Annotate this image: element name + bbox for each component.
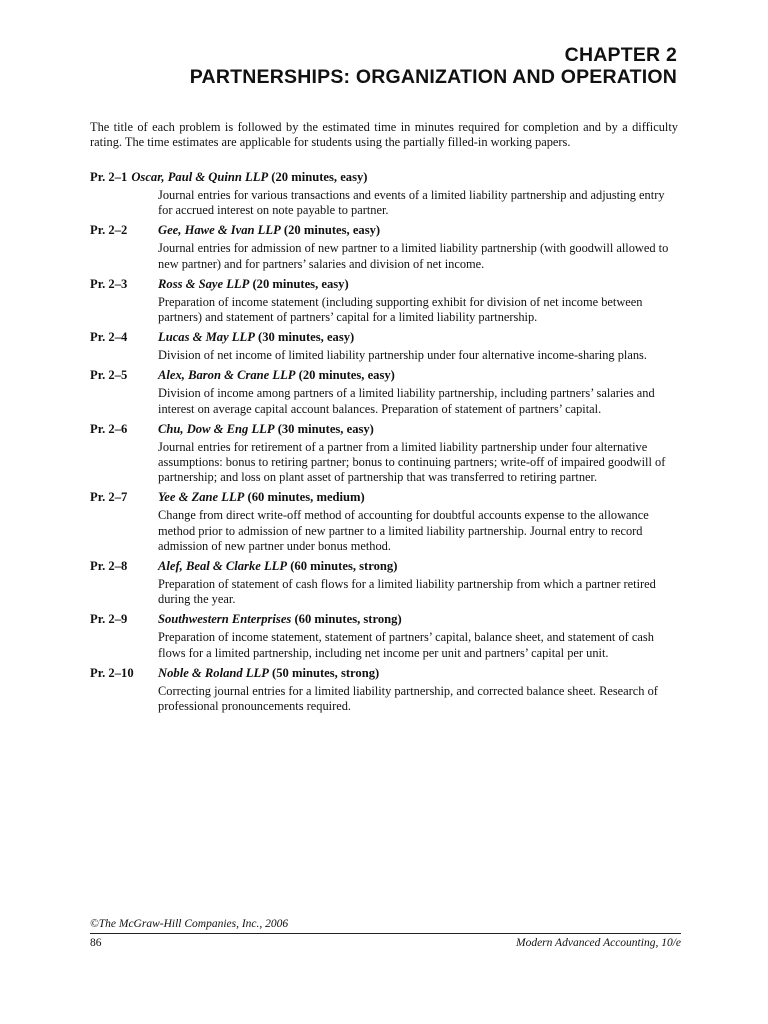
problem-number: Pr. 2–5 — [90, 368, 128, 383]
problem-list — [90, 169, 680, 718]
problem-number: Pr. 2–2 — [90, 223, 128, 238]
problem-item — [90, 169, 680, 218]
problem-meta: (20 minutes, easy) — [252, 276, 349, 291]
problem-item — [90, 222, 680, 271]
problem-description: Correcting journal entries for a limited liability partnership, and corrected balance sheet. Research of professional pronouncements required. — [158, 683, 658, 714]
problem-description: Preparation of statement of cash flows for a limited liability partnership from which a partner retired during the year. — [158, 577, 656, 607]
chapter-header — [190, 44, 677, 88]
problem-description: Preparation of income statement, statement of partners’ capital, balance sheet, and statement of cash flows for a limited partnership, including net income per unit and partners’ capital per unit. — [158, 630, 654, 660]
problem-number: Pr. 2–1 — [90, 170, 128, 184]
chapter-number: CHAPTER 2 — [564, 44, 677, 66]
problem-number: Pr. 2–10 — [90, 665, 134, 680]
problem-meta: (60 minutes, medium) — [247, 490, 365, 505]
problem-item — [90, 489, 680, 554]
problem-name: Chu, Dow & Eng LLP — [158, 421, 275, 436]
problem-name: Yee & Zane LLP — [158, 490, 245, 505]
book-title: Modern Advanced Accounting, 10/e — [515, 937, 681, 949]
intro-paragraph: The title of each problem is followed by the estimated time in minutes required for completion and by a difficulty rating. The time estimates are applicable for students using the partially filled-in working papers. — [90, 120, 678, 149]
problem-description: Journal entries for various transactions and events of a limited liability partnership and adjusting entry for accrued interest on note payable to partner. — [158, 188, 665, 218]
problem-meta: (30 minutes, easy) — [258, 330, 355, 345]
problem-description: Change from direct write-off method of accounting for doubtful accounts expense to the allowance method prior to admission of new partner to a limited liability partnership. Journal entry to record admission of new partner under bonus method. — [158, 508, 649, 553]
problem-name: Lucas & May LLP — [158, 330, 255, 345]
problem-item — [90, 665, 680, 714]
problem-item — [90, 611, 680, 660]
problem-name: Oscar, Paul & Quinn LLP — [131, 170, 269, 184]
problem-description: Division of income among partners of a limited liability partnership, including partners’ salaries and interest on average capital account balances. Preparation of statement of partners’ capital. — [158, 386, 655, 416]
problem-name: Alex, Baron & Crane LLP — [158, 368, 296, 383]
problem-meta: (60 minutes, strong) — [290, 559, 398, 574]
problem-description: Journal entries for retirement of a partner from a limited liability partnership under four alternative assumptions: bonus to retiring partner; bonus to continuing partners; write-off of impaired goodwill of partnership; and loss on plant asset of partnership that was transferred to retiring partner. — [158, 439, 666, 485]
problem-meta: (50 minutes, strong) — [272, 665, 380, 680]
problem-description: Preparation of income statement (including supporting exhibit for division of net income between partners) and statement of partners’ capital for a limited liability partnership. — [158, 294, 643, 325]
problem-name: Gee, Hawe & Ivan LLP — [158, 223, 281, 238]
copyright-notice: ©The McGraw-Hill Companies, Inc., 2006 — [90, 918, 289, 930]
problem-meta: (20 minutes, easy) — [271, 170, 368, 184]
problem-name: Alef, Beal & Clarke LLP — [158, 559, 288, 574]
problem-number: Pr. 2–3 — [90, 276, 128, 291]
problem-meta: (60 minutes, strong) — [294, 612, 402, 627]
problem-number: Pr. 2–6 — [90, 421, 128, 436]
problem-meta: (20 minutes, easy) — [298, 368, 395, 383]
page-number: 86 — [90, 937, 102, 949]
problem-meta: (20 minutes, easy) — [283, 223, 381, 238]
problem-meta: (30 minutes, easy) — [277, 421, 374, 436]
problem-name: Ross & Saye LLP — [158, 276, 250, 291]
problem-number: Pr. 2–9 — [90, 612, 128, 627]
problem-item — [90, 421, 680, 486]
problem-number: Pr. 2–4 — [90, 330, 128, 345]
problem-item — [90, 558, 680, 607]
problem-name: Southwestern Enterprises — [158, 612, 292, 627]
problem-description: Journal entries for admission of new partner to a limited liability partnership (with goodwill allowed to new partner) and for partners’ salaries and division of net income. — [158, 241, 669, 271]
footer-divider — [90, 933, 681, 934]
problem-number: Pr. 2–7 — [90, 490, 128, 505]
problem-description: Division of net income of limited liability partnership under four alternative income-sharing plans. — [158, 348, 647, 363]
problem-name: Noble & Roland LLP — [158, 665, 269, 680]
problem-item — [90, 367, 680, 416]
problem-item — [90, 276, 680, 325]
chapter-title: PARTNERSHIPS: ORGANIZATION AND OPERATION — [189, 66, 677, 88]
problem-number: Pr. 2–8 — [90, 559, 128, 574]
problem-item — [90, 329, 680, 363]
